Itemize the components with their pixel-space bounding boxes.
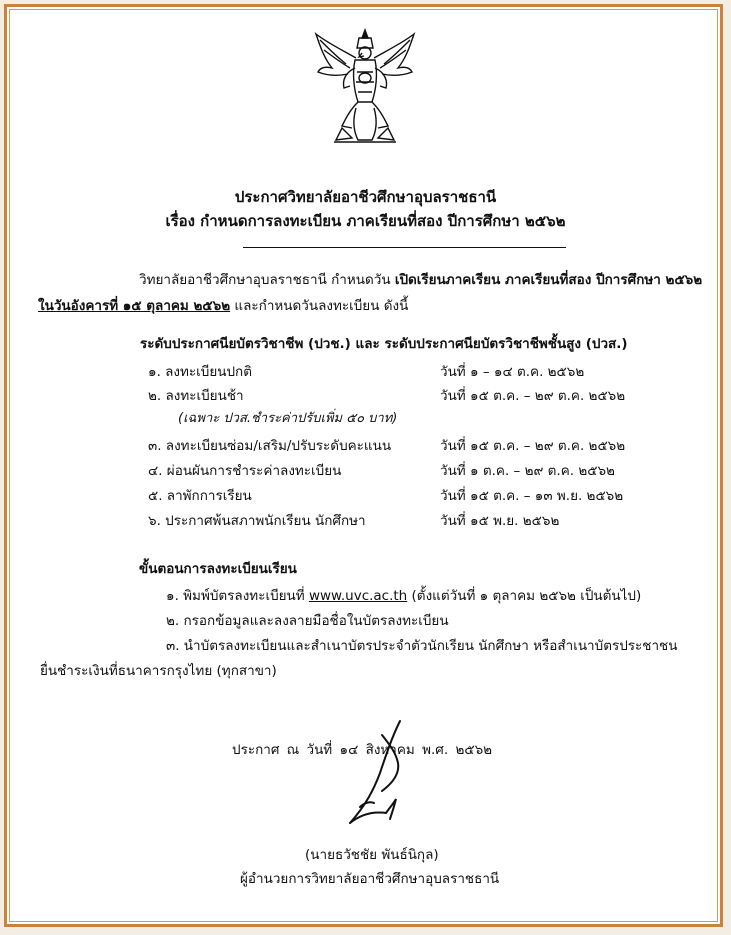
section-heading-levels: ระดับประกาศนียบัตรวิชาชีพ (ปวช.) และ ระดับประกาศนียบัตรวิชาชีพชั้นสูง (ปวส.) <box>140 336 628 352</box>
schedule-item-date: วันที่ ๑๕ ต.ค. – ๒๙ ต.ค. ๒๕๖๒ <box>440 388 626 404</box>
schedule-item-date: วันที่ ๑ – ๑๔ ต.ค. ๒๕๖๒ <box>440 364 585 380</box>
step-1 <box>166 584 641 606</box>
garuda-emblem-icon <box>312 28 418 146</box>
announcement-subject: เรื่อง กำหนดการลงทะเบียน ภาคเรียนที่สอง ปีการศึกษา ๒๕๖๒ <box>165 212 566 230</box>
schedule-item-label: ๕. ลาพักการเรียน <box>148 488 252 504</box>
registration-website-link[interactable]: www.uvc.ac.th <box>308 588 408 604</box>
signer-position: ผู้อำนวยการวิทยาลัยอาชีวศึกษาอุบลราชธานี <box>240 871 500 887</box>
announcement-date: ประกาศ ณ วันที่ ๑๔ สิงหาคม พ.ศ. ๒๕๖๒ <box>232 742 493 758</box>
handwritten-signature-icon <box>330 715 430 830</box>
schedule-item-date: วันที่ ๑ ต.ค. – ๒๙ ต.ค. ๒๕๖๒ <box>440 463 615 479</box>
schedule-item-date: วันที่ ๑๕ พ.ย. ๒๕๖๒ <box>440 513 560 529</box>
schedule-item-label: ๓. ลงทะเบียนซ่อม/เสริม/ปรับระดับคะแนน <box>148 438 392 454</box>
schedule-item-label: ๖. ประกาศพ้นสภาพนักเรียน นักศึกษา <box>148 513 366 529</box>
intro-semester-open: เปิดเรียนภาคเรียน ภาคเรียนที่สอง ปีการศึกษา ๒๕๖๒ <box>394 272 703 288</box>
step-1-text: ๑. พิมพ์บัตรลงทะเบียนที่ <box>166 588 309 604</box>
intro-open-date: ในวันอังคารที่ ๑๕ ตุลาคม ๒๕๖๒ <box>38 298 231 314</box>
announcement-title: ประกาศวิทยาลัยอาชีวศึกษาอุบลราชธานี <box>234 188 497 206</box>
signer-name: (นายธวัชชัย พันธ์นิกุล) <box>305 847 439 863</box>
step-1-date-range: (ตั้งแต่วันที่ ๑ ตุลาคม ๒๕๖๒ เป็นต้นไป) <box>407 588 642 604</box>
schedule-item-date: วันที่ ๑๕ ต.ค. – ๑๓ พ.ย. ๒๕๖๒ <box>440 488 624 504</box>
schedule-item-label: ๒. ลงทะเบียนช้า <box>148 388 244 404</box>
step-2: ๒. กรอกข้อมูลและลงลายมือชื่อในบัตรลงทะเบียน <box>166 613 449 629</box>
late-fee-note: (เฉพาะ ปวส.ชำระค่าปรับเพิ่ม ๕๐ บาท) <box>178 411 398 426</box>
intro-line-2 <box>38 294 408 316</box>
schedule-item-date: วันที่ ๑๕ ต.ค. – ๒๙ ต.ค. ๒๕๖๒ <box>440 438 626 454</box>
title-divider <box>243 247 566 248</box>
step-3-line-1: ๓. นำบัตรลงทะเบียนและสำเนาบัตรประจำตัวนักเรียน นักศึกษา หรือสำเนาบัตรประชาชน <box>166 638 678 654</box>
schedule-item-label: ๔. ผ่อนผันการชำระค่าลงทะเบียน <box>148 463 342 479</box>
step-3-line-2: ยื่นชำระเงินที่ธนาคารกรุงไทย (ทุกสาขา) <box>40 663 277 679</box>
intro-text: วิทยาลัยอาชีวศึกษาอุบลราชธานี กำหนดวัน <box>139 272 395 288</box>
section-heading-steps: ขั้นตอนการลงทะเบียนเรียน <box>139 561 297 577</box>
intro-rest: และกำหนดวันลงทะเบียน ดังนี้ <box>230 298 409 314</box>
schedule-item-label: ๑. ลงทะเบียนปกติ <box>148 364 252 380</box>
intro-line-1 <box>139 268 702 290</box>
